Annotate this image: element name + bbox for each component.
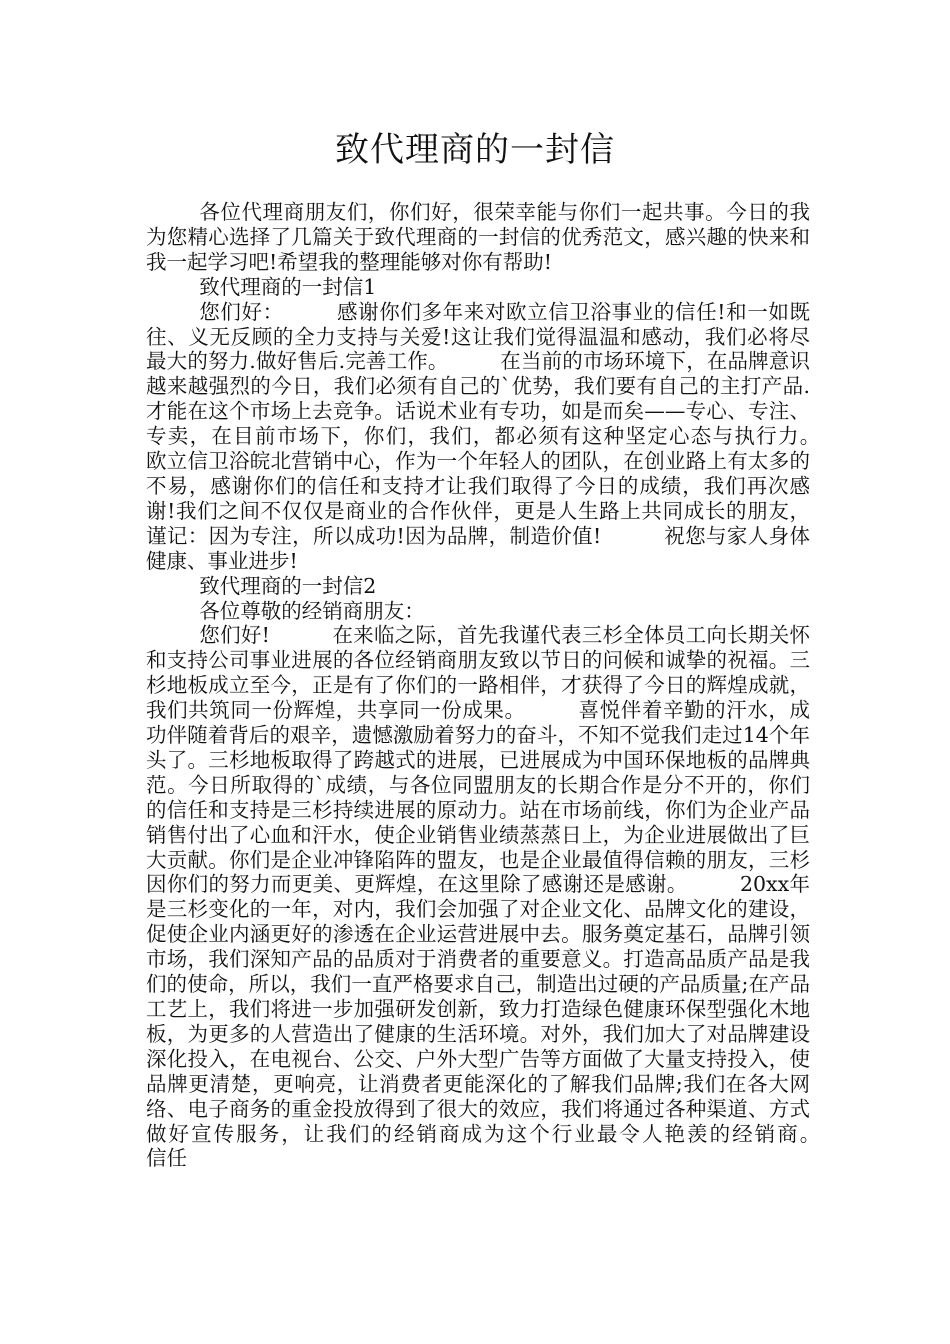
letter-1-body: 您们好： 感谢你们多年来对欧立信卫浴事业的信任!和一如既往、义无反顾的全力支持与关爱!这让我们觉得温温和感动，我们必将尽最大的努力.做好售后.完善工作。 在当前的市场环境下，在品牌意识越来越强烈的今日，我们必须有自己的`优势，我们要有自己的主打产品.才能在这个市场上去竞争。话说术业有专功，如是而矣——专心、专注、专卖，在目前市场下，你们，我们，都必须有这种坚定心态与执行力。 欧立信卫浴皖北营销中心，作为一个年轻人的团队，在创业路上有太多的不易，感谢你们的信任和支持才让我们取得了今日的成绩，我们再次感谢!我们之间不仅仅是商业的合作伙伴，更是人生路上共同成长的朋友，谨记：因为专注，所以成功!因为品牌，制造价值! 祝您与家人身体健康、事业进步! <box>146 299 872 573</box>
letter-1-heading: 致代理商的一封信1 <box>199 274 377 299</box>
letter-2-body: 您们好! 在来临之际，首先我谨代表三杉全体员工向长期关怀和支持公司事业进展的各位经销商朋友致以节日的问候和诚挚的祝福。三杉地板成立至今，正是有了你们的一路相伴，才获得了今日的辉煌成就，我们共筑同一份辉煌，共享同一份成果。 喜悦伴着辛勤的汗水，成功伴随着背后的艰辛，遗憾激励着努力的奋斗，不知不觉我们走过14个年头了。三杉地板取得了跨越式的进展，已进展成为中国环保地板的品牌典范。今日所取得的`成绩，与各位同盟朋友的长期合作是分不开的，你们的信任和支持是三杉持续进展的原动力。站在市场前线，你们为企业产品销售付出了心血和汗水，使企业销售业绩蒸蒸日上，为企业进展做出了巨大贡献。你们是企业冲锋陷阵的盟友，也是企业最值得信赖的朋友，三杉因你们的努力而更美、更辉煌，在这里除了感谢还是感谢。 20xx年是三杉变化的一年，对内，我们会加强了对企业文化、品牌文化的建设，促使企业内涵更好的渗透在企业运营进展中去。服务奠定基石，品牌引领市场，我们深知产品的品质对于消费者的重要意义。打造高品质产品是我们的使命，所以，我们一直严格要求自己，制造出过硬的产品质量;在产品工艺上，我们将进一步加强研发创新，致力打造绿色健康环保型强化木地板，为更多的人营造出了健康的生活环境。对外，我们加大了对品牌建设深化投入，在电视台、公交、户外大型广告等方面做了大量支持投入，使品牌更清楚，更响亮，让消费者更能深化的了解我们品牌;我们在各大网络、电子商务的重金投放得到了很大的效应，我们将通过各种渠道、方式做好宣传服务，让我们的经销商成为这个行业最令人艳羡的经销商。 信任 <box>146 623 872 1171</box>
letter-2-salutation: 各位尊敬的经销商朋友： <box>199 598 425 623</box>
letter-2-heading: 致代理商的一封信2 <box>199 573 377 598</box>
document-title: 致代理商的一封信 <box>335 130 615 170</box>
intro-paragraph: 各位代理商朋友们，你们好，很荣幸能与你们一起共事。今日的我为您精心选择了几篇关于致代理商的一封信的优秀范文，感兴趣的快来和我一起学习吧!希望我的整理能够对你有帮助! <box>146 200 810 274</box>
document-body <box>146 200 872 1171</box>
